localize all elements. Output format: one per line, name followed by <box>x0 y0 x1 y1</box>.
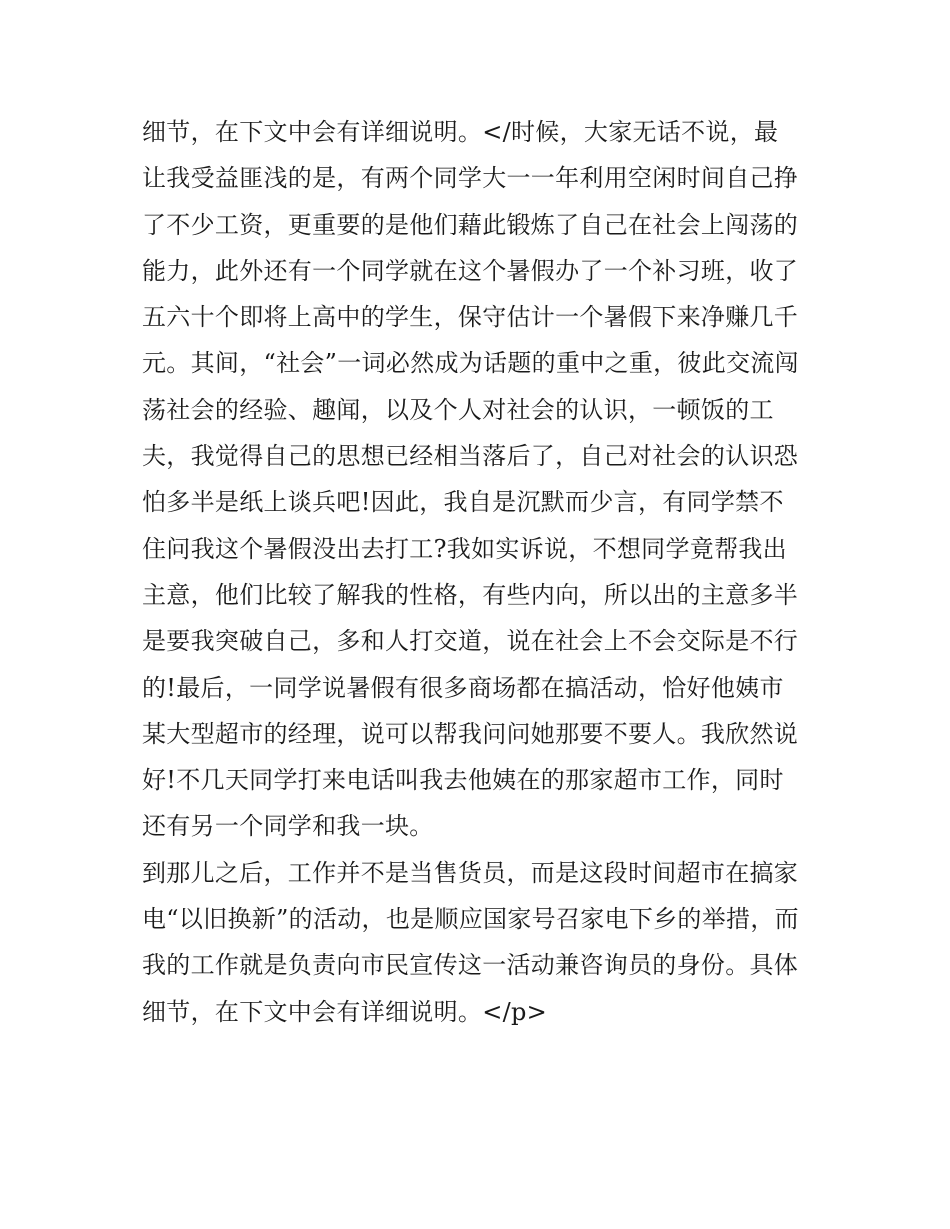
text-line: 荡社会的经验、趣闻，以及个人对社会的认识，一顿饭的工 <box>142 395 774 424</box>
text-line: 元。其间，“社会”一词必然成为话题的重中之重，彼此交流闯 <box>142 349 799 378</box>
text-line: 的!最后，一同学说暑假有很多商场都在搞活动，恰好他姨市 <box>142 673 784 702</box>
text-line: 好!不几天同学打来电话叫我去他姨在的那家超市工作，同时 <box>142 766 784 795</box>
text-line: 五六十个即将上高中的学生，保守估计一个暑假下来净赚几千 <box>142 303 799 332</box>
text-line: 让我受益匪浅的是，有两个同学大一一年利用空闲时间自己挣 <box>142 164 799 193</box>
text-line: 是要我突破自己，多和人打交道，说在社会上不会交际是不行 <box>142 627 799 656</box>
text-line: 主意，他们比较了解我的性格，有些内向，所以出的主意多半 <box>142 580 799 609</box>
text-line: 电“以旧换新”的活动，也是顺应国家号召家电下乡的举措，而 <box>142 905 799 934</box>
text-line: 细节，在下文中会有详细说明。</p> <box>142 997 548 1026</box>
text-line: 能力，此外还有一个同学就在这个暑假办了一个补习班，收了 <box>142 256 799 285</box>
text-line: 还有另一个同学和我一块。 <box>142 812 434 841</box>
body-text <box>142 109 822 1035</box>
text-line: 某大型超市的经理，说可以帮我问问她那要不要人。我欣然说 <box>142 719 799 748</box>
text-line: 我的工作就是负责向市民宣传这一活动兼咨询员的身份。具体 <box>142 951 799 980</box>
text-line: 住问我这个暑假没出去打工?我如实诉说，不想同学竟帮我出 <box>142 534 787 563</box>
text-line: 怕多半是纸上谈兵吧!因此，我自是沉默而少言，有同学禁不 <box>142 488 784 517</box>
text-line: 细节，在下文中会有详细说明。</时候，大家无话不说，最 <box>142 118 779 146</box>
text-line: 到那儿之后，工作并不是当售货员，而是这段时间超市在搞家 <box>142 858 799 887</box>
text-line: 了不少工资，更重要的是他们藉此锻炼了自己在社会上闯荡的 <box>142 210 799 239</box>
text-line: 夫，我觉得自己的思想已经相当落后了，自己对社会的认识恐 <box>142 442 799 471</box>
